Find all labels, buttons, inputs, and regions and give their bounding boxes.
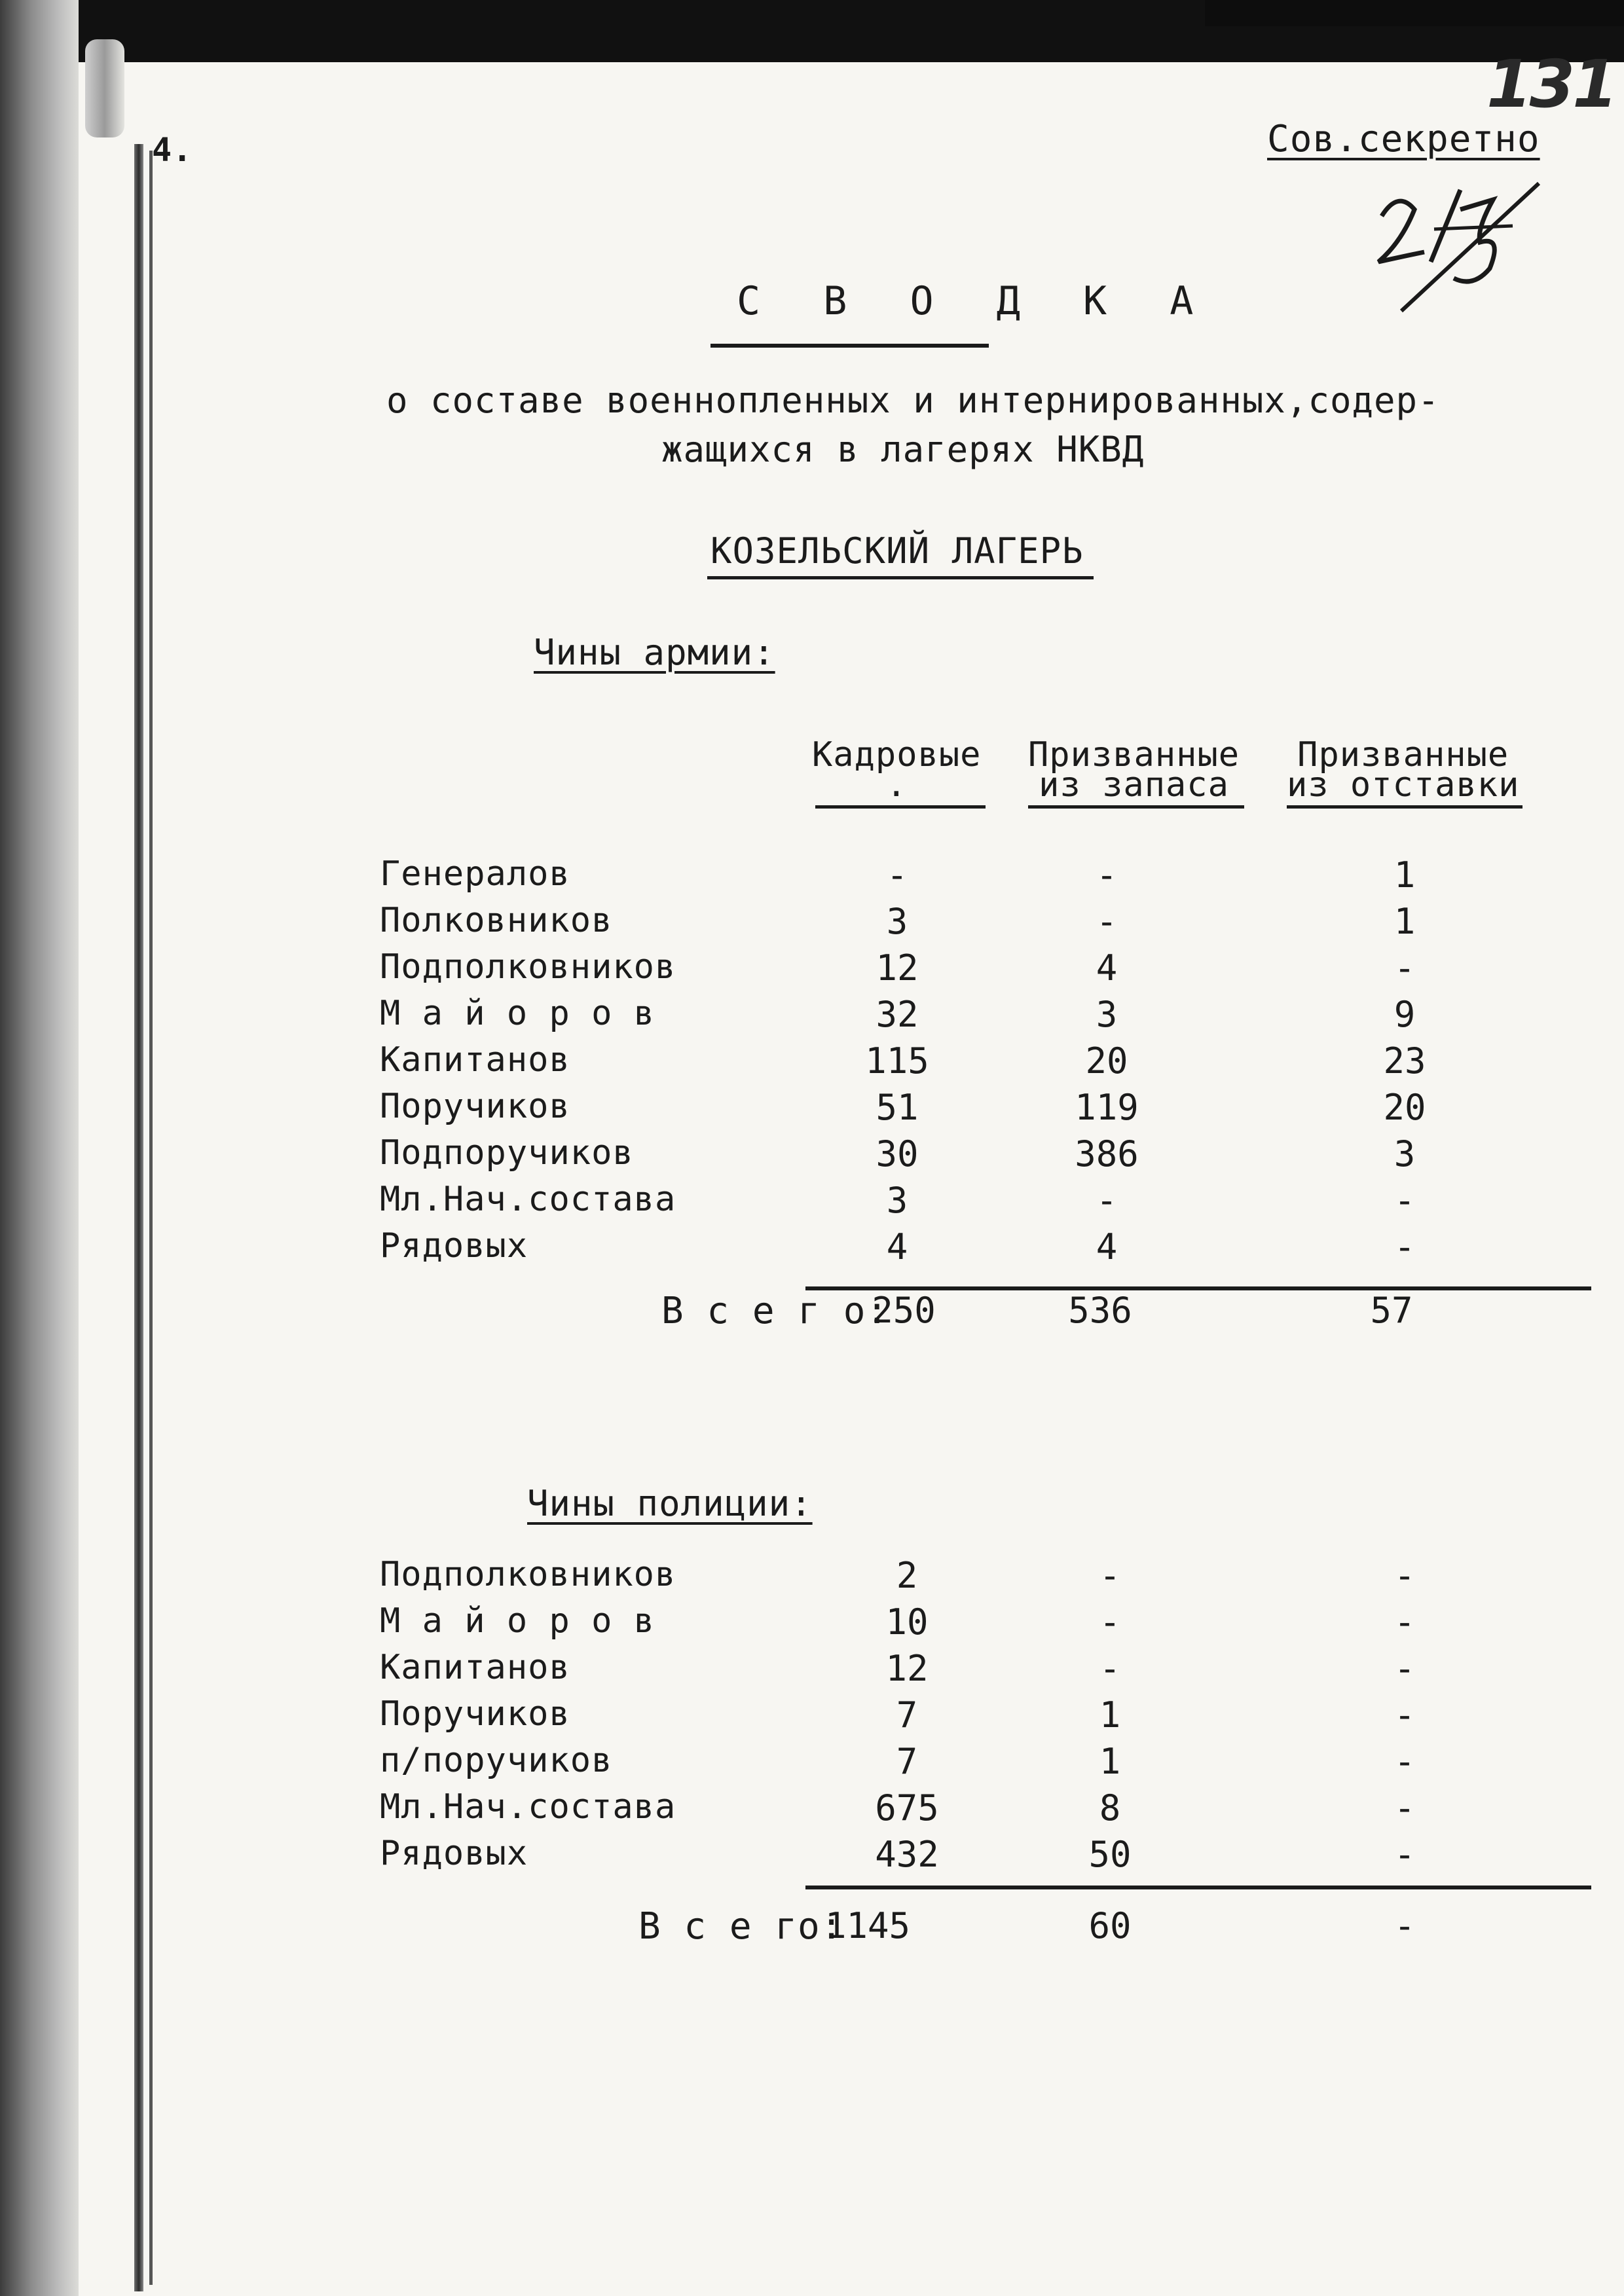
row-label: Подпоручиков	[380, 1133, 634, 1173]
row-value: 4	[1096, 1226, 1118, 1267]
row-value: 8	[1099, 1787, 1121, 1829]
row-value: -	[1393, 1648, 1416, 1689]
row-value: -	[1393, 1180, 1416, 1221]
document-title: С В О Д К А	[737, 278, 1213, 324]
camp-name: КОЗЕЛЬСКИЙ ЛАГЕРЬ	[710, 530, 1084, 572]
column-header-regular	[812, 735, 982, 805]
row-value: -	[1099, 1555, 1121, 1596]
row-value: 675	[875, 1787, 939, 1829]
column-header-retired-line1: Призванные	[1297, 735, 1509, 774]
subtitle-line-1: о составе военнопленных и интернированных,содер-	[386, 380, 1440, 421]
row-value: -	[1393, 1226, 1416, 1267]
page-number: 4.	[152, 131, 193, 169]
army-total-regular: 250	[872, 1290, 936, 1331]
row-value: 2	[896, 1555, 918, 1596]
army-total-reserve: 536	[1068, 1290, 1132, 1331]
row-label: Капитанов	[380, 1040, 570, 1080]
scan-top-edge-right	[1205, 0, 1624, 26]
row-value: -	[1096, 854, 1118, 896]
row-label: Рядовых	[380, 1834, 528, 1873]
row-value: -	[1393, 1834, 1416, 1875]
row-value: -	[1393, 1601, 1416, 1643]
folio-number: 131	[1486, 46, 1615, 122]
column-header-reserve-line1: Призванные	[1028, 735, 1240, 774]
row-value: 20	[1085, 1040, 1128, 1082]
police-total-regular: 1145	[824, 1905, 911, 1946]
row-value: -	[1393, 1694, 1416, 1736]
row-value: 23	[1383, 1040, 1426, 1082]
secrecy-stamp: Сов.секретно	[1267, 118, 1540, 160]
row-value: -	[1096, 1180, 1118, 1221]
row-value: -	[1099, 1601, 1121, 1643]
row-label: п/поручиков	[380, 1741, 613, 1780]
row-value: -	[1393, 1741, 1416, 1782]
column-header-retired	[1287, 735, 1520, 805]
row-label: Поручиков	[380, 1087, 570, 1126]
column-header-regular-line1: Кадровые	[812, 735, 982, 774]
army-heading: Чины армии:	[534, 632, 775, 673]
row-label: Мл.Нач.состава	[380, 1180, 676, 1219]
row-value: 1	[1393, 854, 1416, 896]
row-value: 386	[1075, 1133, 1139, 1175]
row-label: Капитанов	[380, 1648, 570, 1687]
row-value: 20	[1383, 1087, 1426, 1128]
row-value: -	[1393, 947, 1416, 989]
row-value: 4	[1096, 947, 1118, 989]
column-header-underline	[815, 805, 986, 809]
police-total-label: В с е го:	[638, 1905, 843, 1948]
row-label: Подполковников	[380, 1555, 676, 1594]
row-value: -	[1393, 1787, 1416, 1829]
camp-underline	[707, 576, 1094, 579]
row-label: Генералов	[380, 854, 570, 894]
row-value: 32	[876, 994, 919, 1035]
handwritten-registration-mark	[1362, 170, 1545, 321]
row-value: 3	[886, 1180, 908, 1221]
row-value: 50	[1088, 1834, 1132, 1875]
row-value: 4	[886, 1226, 908, 1267]
row-value: 7	[896, 1741, 918, 1782]
row-value: 12	[876, 947, 919, 989]
column-header-underline	[1028, 805, 1244, 809]
scan-left-edge	[0, 0, 79, 2296]
row-label: М а й о р о в	[380, 1601, 655, 1641]
row-value: 10	[885, 1601, 929, 1643]
subtitle-line-2: жащихся в лагерях НКВД	[661, 429, 1145, 470]
row-value: 1	[1099, 1694, 1121, 1736]
row-label: Полковников	[380, 901, 613, 940]
row-value: -	[1096, 901, 1118, 942]
row-label: Поручиков	[380, 1694, 570, 1734]
row-label: Рядовых	[380, 1226, 528, 1266]
row-value: 3	[1096, 994, 1118, 1035]
row-value: 12	[885, 1648, 929, 1689]
row-label: Мл.Нач.состава	[380, 1787, 676, 1827]
column-header-underline	[1287, 805, 1522, 809]
row-value: 9	[1393, 994, 1416, 1035]
army-total-label: В с е г о:	[661, 1290, 889, 1332]
row-label: М а й о р о в	[380, 994, 655, 1033]
column-header-reserve	[1028, 735, 1240, 805]
row-value: 7	[896, 1694, 918, 1736]
row-value: 1	[1099, 1741, 1121, 1782]
army-total-retired: 57	[1370, 1290, 1413, 1331]
row-value: 432	[875, 1834, 939, 1875]
police-total-rule	[805, 1886, 1591, 1889]
binder-margin-line-inner	[149, 151, 153, 2285]
binder-margin-line	[134, 144, 143, 2291]
row-value: 3	[1393, 1133, 1416, 1175]
column-header-regular-line2: .	[886, 765, 908, 805]
row-value: -	[1393, 1555, 1416, 1596]
column-header-reserve-line2: из запаса	[1039, 765, 1229, 805]
row-label: Подполковников	[380, 947, 676, 987]
binder-clip	[85, 39, 124, 137]
column-header-retired-line2: из отставки	[1287, 765, 1520, 805]
row-value: 115	[865, 1040, 929, 1082]
row-value: 1	[1393, 901, 1416, 942]
police-total-reserve: 60	[1088, 1905, 1132, 1946]
row-value: 119	[1075, 1087, 1139, 1128]
police-heading: Чины полиции:	[527, 1483, 813, 1524]
title-underline	[710, 344, 989, 348]
row-value: 3	[886, 901, 908, 942]
row-value: -	[1099, 1648, 1121, 1689]
row-value: -	[886, 854, 908, 896]
police-total-retired: -	[1393, 1905, 1416, 1946]
row-value: 30	[876, 1133, 919, 1175]
row-value: 51	[876, 1087, 919, 1128]
